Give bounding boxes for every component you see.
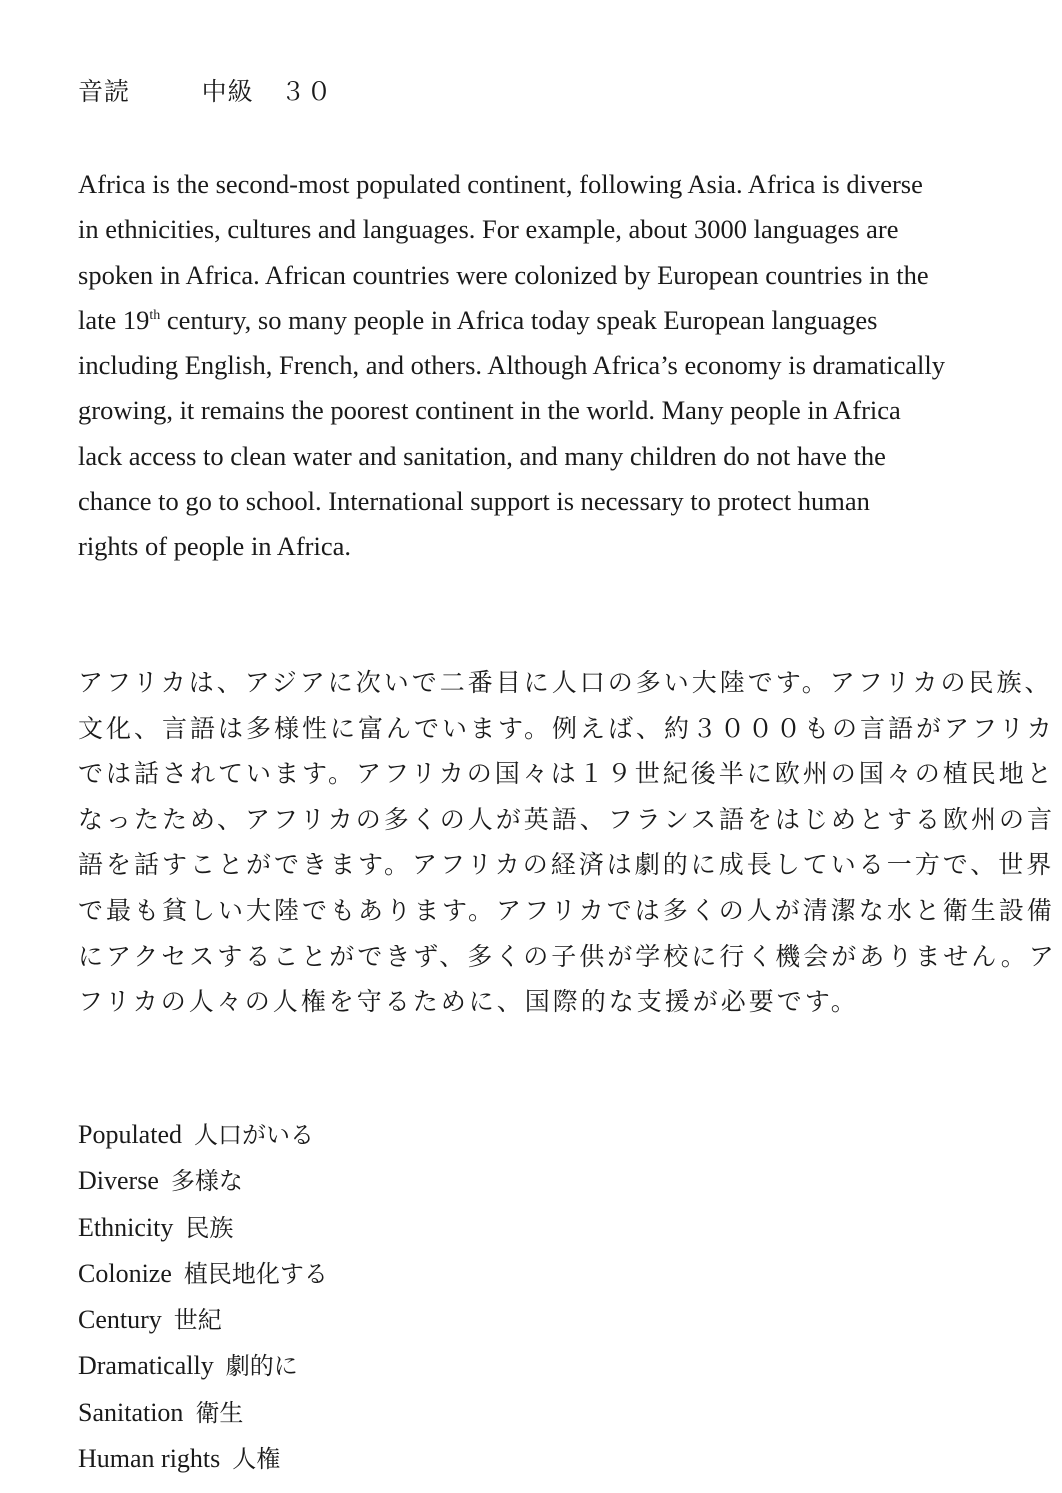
- japanese-line: 語を話すことができます。アフリカの経済は劇的に成長している一方で、世界: [78, 850, 1055, 880]
- japanese-line: アフリカは、アジアに次いで二番目に人口の多い大陸です。アフリカの民族、: [78, 668, 1053, 697]
- japanese-line: では話されています。アフリカの国々は１９世紀後半に欧州の国々の植民地と: [78, 759, 1055, 789]
- page-header: [78, 74, 332, 110]
- vocab-meaning: 民族: [185, 1213, 234, 1242]
- vocab-item: [78, 1251, 328, 1297]
- vocabulary-list: [78, 1112, 328, 1482]
- ordinal-superscript: th: [149, 307, 161, 323]
- vocab-meaning: 世紀: [173, 1306, 222, 1335]
- japanese-line: 文化、言語は多様性に富んでいます。例えば、約３０００もの言語がアフリカ: [78, 713, 1055, 743]
- vocab-meaning: 多様な: [170, 1167, 243, 1196]
- english-line: rights of people in Africa.: [78, 531, 352, 562]
- japanese-line: にアクセスすることができず、多くの子供が学校に行く機会がありません。ア: [78, 941, 1057, 971]
- japanese-line: で最も貧しい大陸でもあります。アフリカでは多くの人が清潔な水と衛生設備: [78, 895, 1055, 925]
- english-line: in ethnicities, cultures and languages. For example, about 3000 languages are: [78, 214, 899, 245]
- vocab-term: Dramatically: [78, 1351, 214, 1381]
- vocab-term: Sanitation: [78, 1397, 184, 1427]
- english-line-rest: century, so many people in Africa today speak European languages: [160, 304, 878, 335]
- english-line: growing, it remains the poorest continent in the world. Many people in Africa: [78, 395, 901, 426]
- vocab-meaning: 植民地化する: [183, 1259, 328, 1288]
- vocab-item: [78, 1343, 328, 1389]
- vocab-term: Ethnicity: [78, 1212, 174, 1242]
- japanese-passage: [78, 660, 1057, 1025]
- vocab-meaning: 人口がいる: [194, 1121, 314, 1149]
- header-number: ３０: [280, 77, 333, 106]
- english-line-start: late 19: [78, 304, 150, 335]
- vocab-item: [78, 1205, 328, 1251]
- english-line: spoken in Africa. African countries were colonized by European countries in the: [78, 259, 929, 290]
- vocab-term: Colonize: [78, 1258, 172, 1288]
- vocab-term: Century: [78, 1305, 162, 1335]
- vocab-meaning: 衛生: [195, 1398, 244, 1427]
- header-title: 音読: [78, 77, 131, 106]
- vocab-term: Human rights: [78, 1444, 221, 1474]
- vocab-meaning: 劇的に: [225, 1352, 298, 1381]
- vocab-meaning: 人権: [232, 1445, 281, 1474]
- vocab-item: [78, 1297, 328, 1343]
- vocab-item: [78, 1436, 328, 1482]
- english-passage: [78, 162, 1043, 570]
- vocab-item: [78, 1158, 328, 1204]
- vocab-term: Diverse: [78, 1166, 159, 1196]
- vocab-term: Populated: [78, 1120, 182, 1149]
- japanese-line: なったため、アフリカの多くの人が英語、フランス語をはじめとする欧州の言: [78, 804, 1056, 834]
- english-line: including English, French, and others. Although Africa’s economy is dramatically: [78, 350, 945, 381]
- vocab-item: [78, 1112, 328, 1158]
- english-line: [78, 298, 1043, 343]
- japanese-line: フリカの人々の人権を守るために、国際的な支援が必要です。: [78, 987, 859, 1017]
- header-level: 中級: [201, 77, 254, 106]
- english-line: Africa is the second-most populated continent, following Asia. Africa is diverse: [78, 169, 923, 199]
- english-line: lack access to clean water and sanitation, and many children do not have the: [78, 440, 886, 471]
- vocab-item: [78, 1390, 328, 1436]
- english-line: chance to go to school. International support is necessary to protect human: [78, 486, 870, 517]
- document-page: [78, 0, 1057, 1493]
